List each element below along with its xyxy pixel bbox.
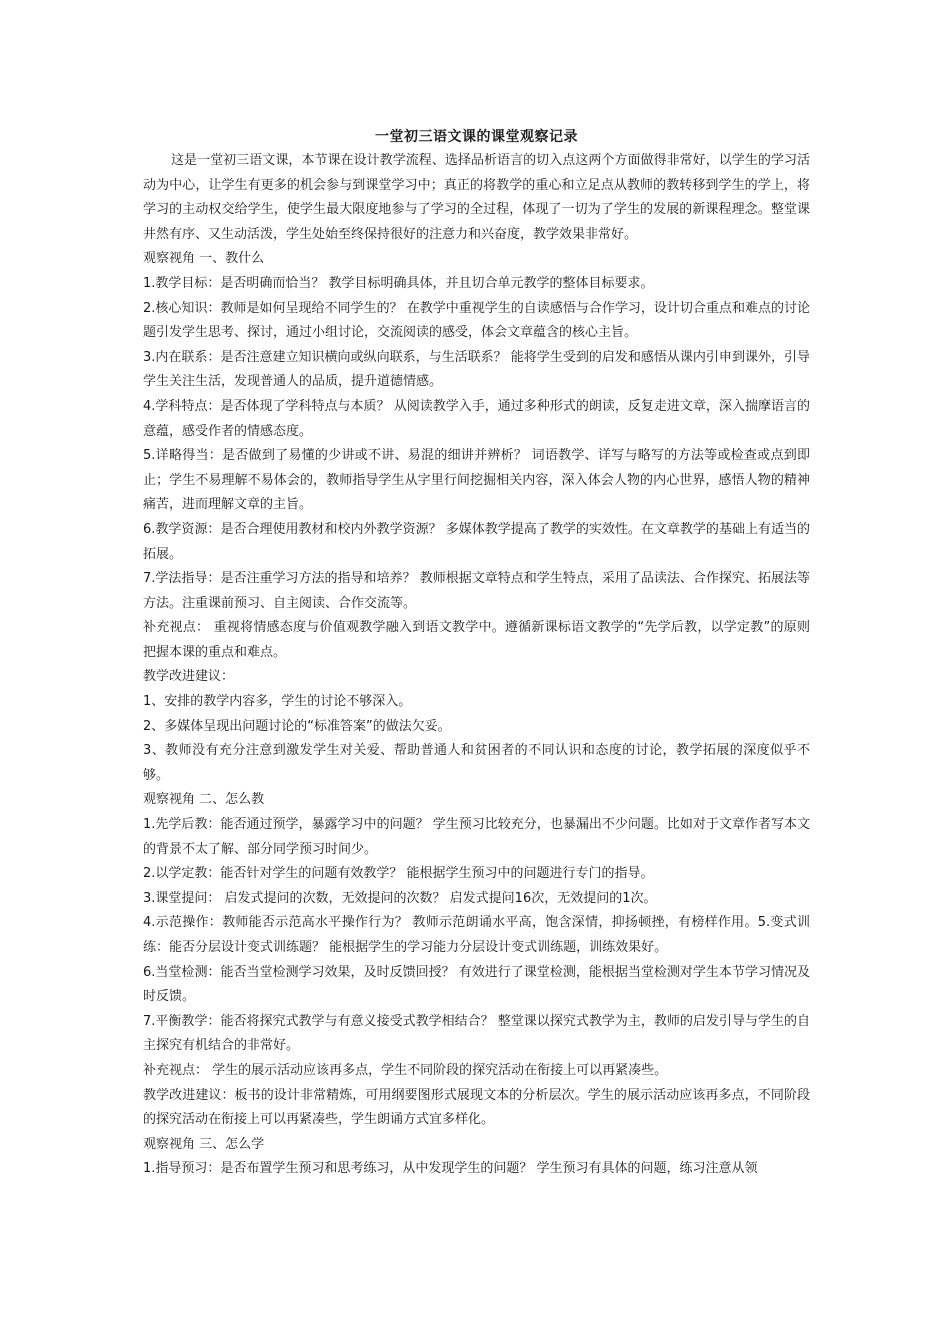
document-page [143, 127, 810, 1182]
list-item: 1、安排的教学内容多，学生的讨论不够深入。 [143, 694, 412, 710]
supplement-paragraph: 补充视点： 重视将情感态度与价值观教学融入到语文教学中。遵循新课标语文教学的“先学后教，以学定教”的原则把握本课的重点和难点。 [143, 620, 810, 660]
section-heading-3: 观察视角 三、怎么学 [143, 1136, 265, 1152]
paragraph: 7.平衡教学：能否将探究式教学与有意义接受式教学相结合？ 整堂课以探究式教学为主，教师的启发引导与学生的自主探究有机结合的非常好。 [143, 1013, 810, 1054]
suggestion-paragraph: 教学改进建议：板书的设计非常精炼，可用纲要图形式展现文本的分析层次。学生的展示活动应该再多点，不同阶段的探究活动在衔接上可以再紧凑些，学生朗诵方式宜多样化。 [143, 1087, 810, 1128]
paragraph: 5.详略得当：是否做到了易懂的少讲或不讲、易混的细讲并辨析？ 词语教学、详写与略写的方法等或检查或点到即止；学生不易理解不易体会的，教师指导学生从字里行间挖掘相关内容，深入体会人物的内心世界，感悟人物的精神痛苦，进而理解文章的主旨。 [143, 448, 810, 513]
document-title: 一堂初三语文课的课堂观察记录 [375, 129, 578, 145]
section-heading-2: 观察视角 二、怎么教 [143, 792, 265, 808]
paragraph: 1.先学后教：能否通过预学，暴露学习中的问题？ 学生预习比较充分，也暴漏出不少问题。比如对于文章作者写本文的背景不太了解、部分同学预习时间少。 [143, 817, 810, 857]
paragraph: 3.内在联系：是否注意建立知识横向或纵向联系，与生活联系？ 能将学生受到的启发和感悟从课内引申到课外，引导学生关注生活，发现普通人的品质，提升道德情感。 [143, 349, 810, 390]
supplement-paragraph: 补充视点： 学生的展示活动应该再多点，学生不同阶段的探究活动在衔接上可以再紧凑些。 [143, 1062, 668, 1078]
paragraph: 7.学法指导：是否注重学习方法的指导和培养？ 教师根据文章特点和学生特点，采用了品读法、合作探究、拓展法等方法。注重课前预习、自主阅读、合作交流等。 [143, 571, 810, 611]
section-heading-1: 观察视角 一、教什么 [143, 251, 265, 267]
paragraph: 2.核心知识：教师是如何呈现给不同学生的？ 在教学中重视学生的自读感悟与合作学习，设计切合重点和难点的讨论题引发学生思考、探讨，通过小组讨论，交流阅读的感受，体会文章蕴含的核心主旨。 [143, 300, 810, 341]
paragraph: 3.课堂提问： 启发式提问的次数，无效提问的次数？ 启发式提问16次，无效提问的1次。 [143, 890, 657, 906]
paragraph: 6.当堂检测：能否当堂检测学习效果，及时反馈回授？ 有效进行了课堂检测，能根据当堂检测对学生本节学习情况及时反馈。 [143, 964, 810, 1005]
paragraph: 4.示范操作：教师能否示范高水平操作行为？ 教师示范朗诵水平高，饱含深情，抑扬顿挫，有榜样作用。5.变式训练：能否分层设计变式训练题？ 能根据学生的学习能力分层设计变式训练题，训练效果好。 [143, 915, 810, 955]
paragraph: 4.学科特点：是否体现了学科特点与本质？ 从阅读教学入手，通过多种形式的朗读，反复走进文章，深入揣摩语言的意蕴，感受作者的情感态度。 [143, 398, 810, 439]
paragraph: 6.教学资源：是否合理使用教材和校内外教学资源？ 多媒体教学提高了教学的实效性。在文章教学的基础上有适当的拓展。 [143, 521, 810, 562]
list-item: 3、教师没有充分注意到激发学生对关爱、帮助普通人和贫困者的不同认识和态度的讨论，教学拓展的深度似乎不够。 [143, 743, 810, 783]
paragraph: 2.以学定教：能否针对学生的问题有效教学？ 能根据学生预习中的问题进行专门的指导。 [143, 866, 654, 882]
paragraph: 1.教学目标：是否明确而恰当？ 教学目标明确具体，并且切合单元教学的整体目标要求。 [143, 275, 654, 291]
suggestion-heading: 教学改进建议： [143, 669, 235, 685]
paragraph: 1.指导预习：是否布置学生预习和思考练习，从中发现学生的问题？ 学生预习有具体的问题，练习注意从领 [143, 1161, 758, 1177]
list-item: 2、多媒体呈现出问题讨论的“标准答案”的做法欠妥。 [143, 718, 451, 734]
intro-paragraph: 这是一堂初三语文课，本节课在设计教学流程、选择品析语言的切入点这两个方面做得非常好，以学生的学习活动为中心，让学生有更多的机会参与到课堂学习中；真正的将教学的重心和立足点从教师的教转移到学生的学上，将学习的主动权交给学生，使学生最大限度地参与了学习的全过程，体现了一切为了学生的发展的新课程理念。整堂课井然有序、又生动活泼，学生处始至终保持很好的注意力和兴奋度，教学效果非常好。 [143, 153, 810, 242]
